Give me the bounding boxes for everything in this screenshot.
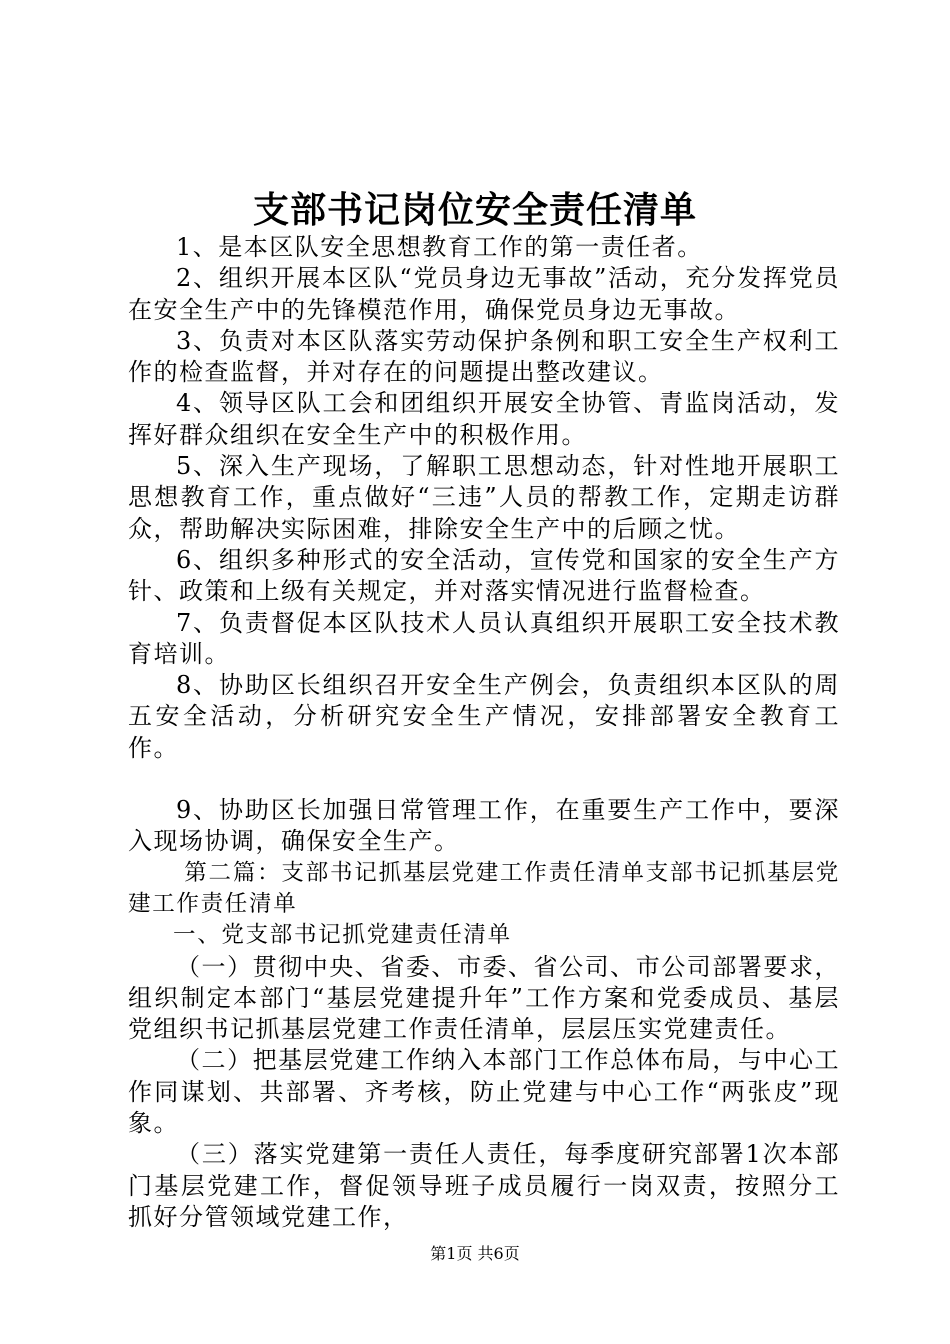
document-body	[128, 232, 840, 1233]
paragraph-7: 7、负责督促本区队技术人员认真组织开展职工安全技术教育培训。	[128, 608, 840, 668]
page-footer: 第1页 共6页	[430, 1244, 520, 1263]
section-heading-1: 一、党支部书记抓党建责任清单	[173, 922, 512, 949]
paragraph-4: 4、领导区队工会和团组织开展安全协管、青监岗活动，发挥好群众组织在安全生产中的积极作用。	[128, 389, 840, 449]
paragraph-9: 9、协助区长加强日常管理工作，在重要生产工作中，要深入现场协调，确保安全生产。	[128, 796, 840, 856]
paragraph-item-2: （二）把基层党建工作纳入本部门工作总体布局，与中心工作同谋划、共部署、齐考核，防止党建与中心工作“两张皮”现象。	[128, 1046, 840, 1138]
paragraph-5: 5、深入生产现场，了解职工思想动态，针对性地开展职工思想教育工作，重点做好“三违”人员的帮教工作，定期走访群众，帮助解决实际困难，排除安全生产中的后顾之忧。	[128, 452, 840, 543]
document-title: 支部书记岗位安全责任清单	[252, 189, 697, 231]
paragraph-6: 6、组织多种形式的安全活动，宣传党和国家的安全生产方针、政策和上级有关规定，并对落实情况进行监督检查。	[128, 545, 840, 606]
paragraph-item-1: （一）贯彻中央、省委、市委、省公司、市公司部署要求，组织制定本部门“基层党建提升年”工作方案和党委成员、基层党组织书记抓基层党建工作责任清单，层层压实党建责任。	[128, 952, 840, 1044]
paragraph-item-3: （三）落实党建第一责任人责任，每季度研究部署1次本部门基层党建工作，督促领导班子成员履行一岗双责，按照分工抓好分管领域党建工作，	[128, 1140, 840, 1231]
section-two-heading: 第二篇：支部书记抓基层党建工作责任清单支部书记抓基层党建工作责任清单	[128, 859, 840, 917]
paragraph-8: 8、协助区长组织召开安全生产例会，负责组织本区队的周五安全活动，分析研究安全生产情况，安排部署安全教育工作。	[128, 671, 840, 762]
paragraph-3: 3、负责对本区队落实劳动保护条例和职工安全生产权利工作的检查监督，并对存在的问题提出整改建议。	[128, 326, 840, 387]
paragraph-1: 1、是本区队安全思想教育工作的第一责任者。	[176, 233, 703, 261]
paragraph-2: 2、组织开展本区队“党员身边无事故”活动，充分发挥党员在安全生产中的先锋模范作用，确保党员身边无事故。	[128, 264, 840, 324]
